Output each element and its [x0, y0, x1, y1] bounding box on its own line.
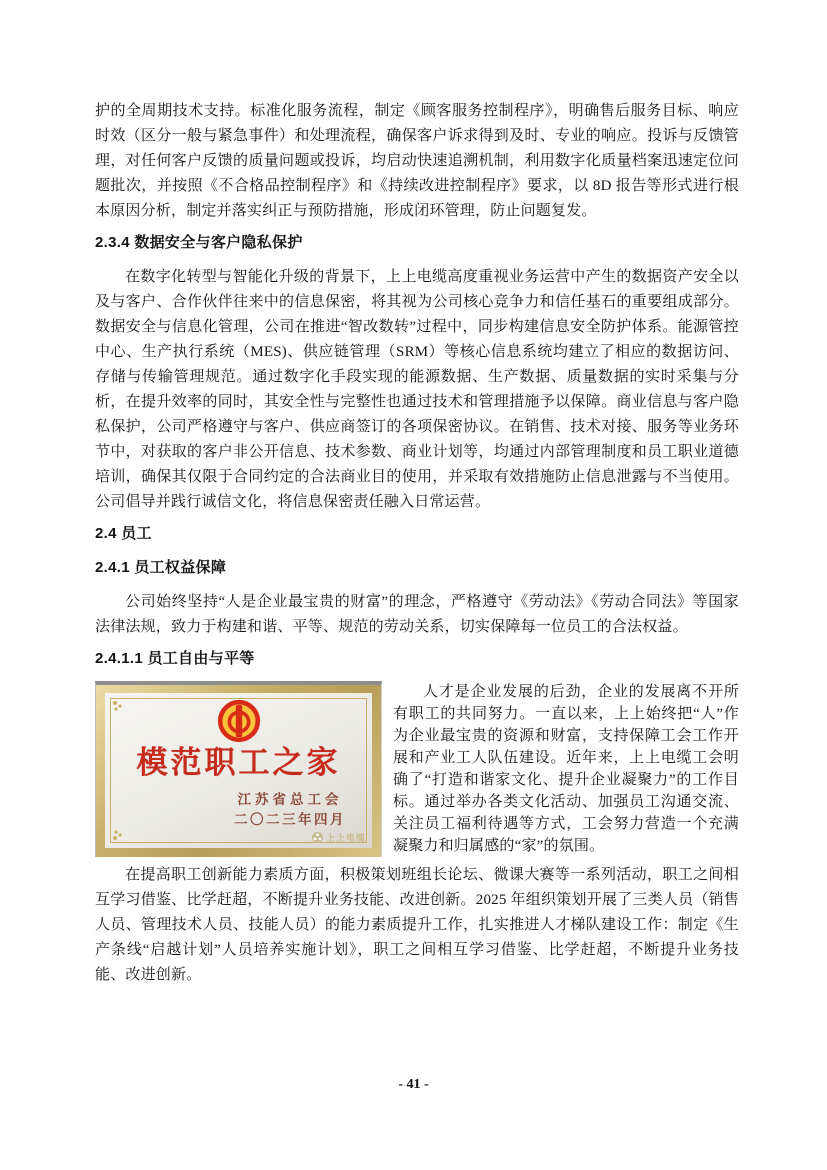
heading-2-4-1-1: 2.4.1.1 员工自由与平等 — [95, 650, 255, 667]
page-content — [95, 99, 739, 1084]
paragraph-union-culture: 人才是企业发展的后劲，企业的发展离不开所有职工的共同努力。一直以来，上上始终把“人”作为企业最宝贵的资源和财富，支持保障工会工作开展和产业工人队伍建设。近年来，上上电缆工会明确了“打造和谐家文化、提升企业凝聚力”的工作目标。通过举办各类文化活动、加强员工沟通交流、关注员工福利待遇等方式，工会努力营造一个充满凝聚力和归属感的“家”的氛围。 — [393, 684, 739, 854]
plaque-face — [105, 693, 372, 848]
plaque-date: 二〇二三年四月 — [234, 812, 346, 827]
paragraph-after-sales-service: 护的全周期技术支持。标准化服务流程，制定《顾客服务控制程序》，明确售后服务目标、响应时效（区分一般与紧急事件）和处理流程，确保客户诉求得到及时、专业的响应。投诉与反馈管理，对任何客户反馈的质量问题或投诉，均启动快速追溯机制，利用数字化质量档案迅速定位问题批次，并按照《不合格品控制程序》和《持续改进控制程序》要求，以 8D 报告等形式进行根本原因分析，制定并落实纠正与预防措施，形成闭环管理，防止问题复发。 — [95, 103, 739, 219]
paragraph-employee-rights: 公司始终坚持“人是企业最宝贵的财富”的理念，严格遵守《劳动法》《劳动合同法》等国家法律法规，致力于构建和谐、平等、规范的劳动关系，切实保障每一位员工的合法权益。 — [95, 594, 739, 635]
watermark-text: 上上电缆 — [325, 833, 366, 843]
heading-2-3-4: 2.3.4 数据安全与客户隐私保护 — [95, 234, 303, 251]
heading-2-4: 2.4 员工 — [95, 525, 152, 542]
photo-watermark — [312, 831, 366, 844]
shangshang-cable-logo-icon — [312, 832, 323, 843]
plaque-title: 模范职工之家 — [136, 745, 341, 780]
trade-union-emblem-icon — [217, 699, 261, 743]
page-number: - 41 - — [398, 1077, 429, 1092]
heading-2-4-1: 2.4.1 员工权益保障 — [95, 559, 227, 576]
paragraph-data-security: 在数字化转型与智能化升级的背景下，上上电缆高度重视业务运营中产生的数据资产安全以及与客户、合作伙伴往来中的信息保密，将其视为公司核心竞争力和信任基石的重要组成部分。数据安全与信息化管理，公司在推进“智改数转”过程中，同步构建信息安全防护体系。能源管控中心、生产执行系统（MES)、供应链管理（SRM）等核心信息系统均建立了相应的数据访问、存储与传输管理规范。通过数字化手段实现的能源数据、生产数据、质量数据的实时采集与分析，在提升效率的同时，其安全性与完整性也通过技术和管理措施予以保障。商业信息与客户隐私保护，公司严格遵守与客户、供应商签订的各项保密协议。在销售、技术对接、服务等业务环节中，对获取的客户非公开信息、技术参数、商业计划等，均通过内部管理制度和员工职业道德培训，确保其仅限于合同约定的合法商业目的使用，并采取有效措施防止信息泄露与不当使用。公司倡导并践行诚信文化，将信息保密责任融入日常运营。 — [95, 269, 739, 510]
image-text-row — [95, 681, 739, 857]
paragraph-talent-training: 在提高职工创新能力素质方面，积极策划班组长论坛、微课大赛等一系列活动，职工之间相互学习借鉴、比学赶超，不断提升业务技能、改进创新。2025 年组织策划开展了三类人员（销售人员、管理技术人员、技能人员）的能力素质提升工作，扎实推进人才梯队建设工作：制定《生产条线“启越计划”人员培养实施计划》，职工之间相互学习借鉴、比学赶超，不断提升业务技能、改进创新。 — [95, 867, 739, 983]
award-plaque-photo — [95, 681, 382, 857]
plaque-signature — [234, 790, 346, 830]
plaque-issuer: 江苏省总工会 — [237, 792, 343, 807]
